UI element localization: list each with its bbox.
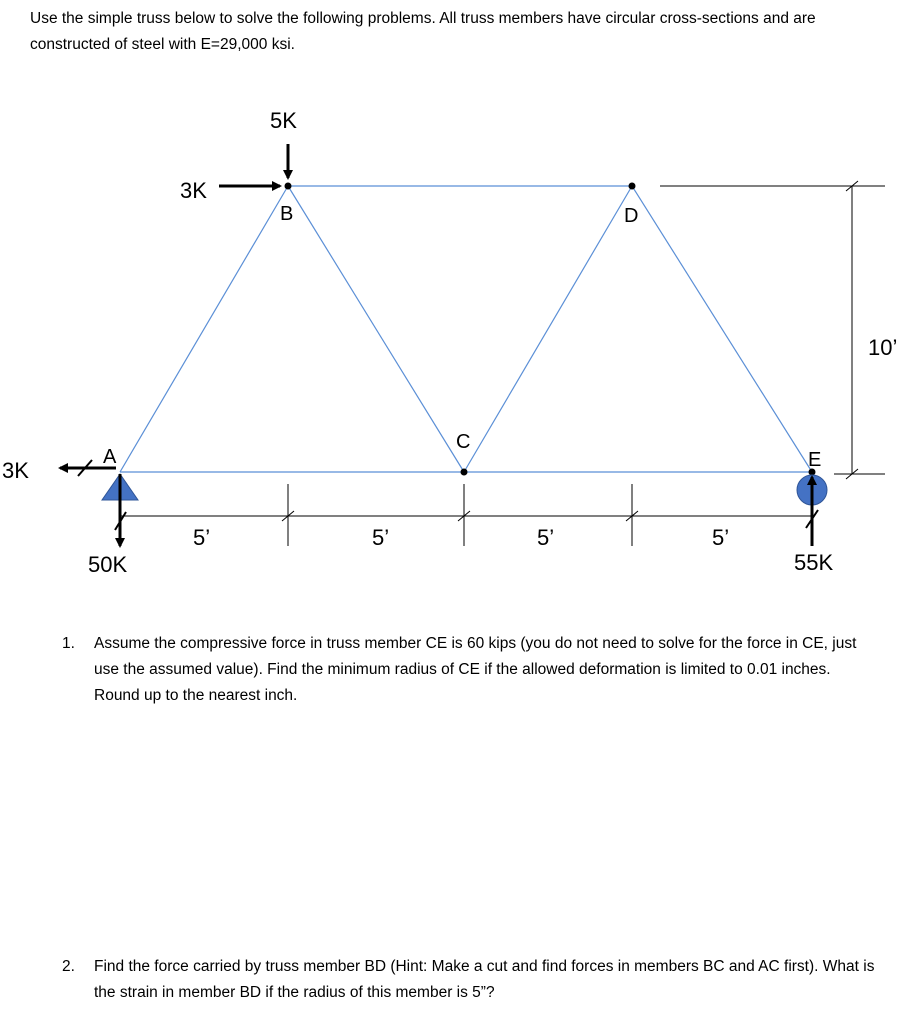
intro-text: Use the simple truss below to solve the following problems. All truss members have circular cross-sections and are constructed of steel with E=29,000 ksi. (30, 10, 816, 53)
load-arrows (60, 144, 812, 546)
question-2-number: 2. (62, 958, 75, 975)
member-cd (464, 186, 632, 472)
dim-label-1: 5’ (193, 525, 211, 550)
joint-b (285, 183, 292, 190)
label-3k-a: 3K (2, 458, 29, 483)
dim-label-3: 5’ (537, 525, 555, 550)
dim-label-4: 5’ (712, 525, 730, 550)
label-55k: 55K (794, 550, 834, 575)
question-2-text: Find the force carried by truss member BD (Hint: Make a cut and find forces in members BC and AC first). What is the strain in member BD if the radius of this member is 5”? (94, 958, 875, 1001)
node-label-e: E (808, 449, 822, 471)
node-label-c: C (456, 431, 471, 453)
label-3k-b: 3K (180, 178, 207, 203)
truss-members (120, 186, 812, 472)
joints (285, 183, 816, 476)
label-5k: 5K (270, 108, 297, 133)
member-de (632, 186, 812, 472)
reaction-slashes (78, 460, 818, 530)
node-label-b: B (280, 203, 294, 225)
member-bc (288, 186, 464, 472)
dim-label-height: 10’ (868, 335, 898, 360)
joint-d (629, 183, 636, 190)
joint-c (461, 469, 468, 476)
question-1-text: Assume the compressive force in truss member CE is 60 kips (you do not need to solve for the force in CE, just use the assumed value). Find the minimum radius of CE if the allowed deformation is limited to 0.01 inches. Round up to the nearest inch. (94, 635, 857, 704)
question-1-number: 1. (62, 635, 75, 652)
label-50k: 50K (88, 552, 128, 577)
dimension-lines (120, 181, 885, 546)
member-ab (120, 186, 288, 472)
dim-label-2: 5’ (372, 525, 390, 550)
node-label-a: A (103, 446, 117, 468)
node-label-d: D (624, 205, 639, 227)
